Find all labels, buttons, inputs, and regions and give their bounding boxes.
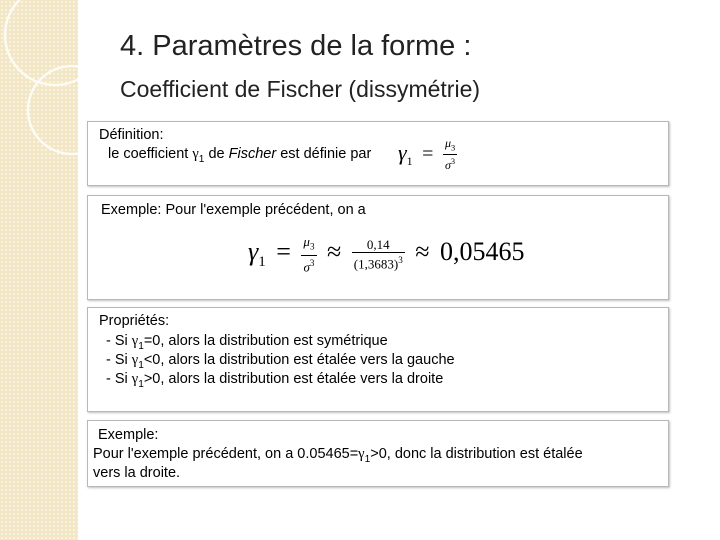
definition-heading: Définition: — [99, 127, 164, 143]
example2-line2: vers la droite. — [93, 465, 181, 481]
definition-formula: $\gamma_1$ = $\frac{\mu_3}{\sigma^3}$ — [398, 136, 456, 173]
property-item: - Si $\gamma_1=0$, alors la distribution est symétrique — [106, 333, 388, 352]
property-item: - Si $\gamma_1<0$, alors la distribution est étalée vers la gauche — [106, 352, 455, 371]
example2-box — [87, 420, 669, 487]
example-text: Exemple: Pour l'exemple précédent, on a — [101, 202, 366, 218]
example-box — [87, 195, 669, 300]
definition-text: le coefficient $\gamma_1$ de Fischer est définie par — [108, 146, 372, 165]
property-item: - Si $\gamma_1>0$, alors la distribution est étalée vers la droite — [106, 371, 444, 390]
properties-heading: Propriétés: — [99, 313, 170, 329]
example-formula: $\gamma_1$ = $\frac{\mu_3}{\sigma^3}$ ≈ $\frac{0,14}{(1,3683)^3}$ ≈ 0,05465 — [248, 234, 525, 274]
slide-subtitle: Coefficient de Fischer (dissymétrie) — [120, 76, 481, 102]
slide-title: 4. Paramètres de la forme : — [120, 30, 472, 62]
definition-box — [87, 121, 669, 186]
example2-line1: Pour l'exemple précédent, on a $0.05465=\gamma_1>0$, donc la distribution est étalée — [93, 446, 583, 465]
properties-box — [87, 307, 669, 412]
example2-heading: Exemple: — [98, 427, 159, 443]
